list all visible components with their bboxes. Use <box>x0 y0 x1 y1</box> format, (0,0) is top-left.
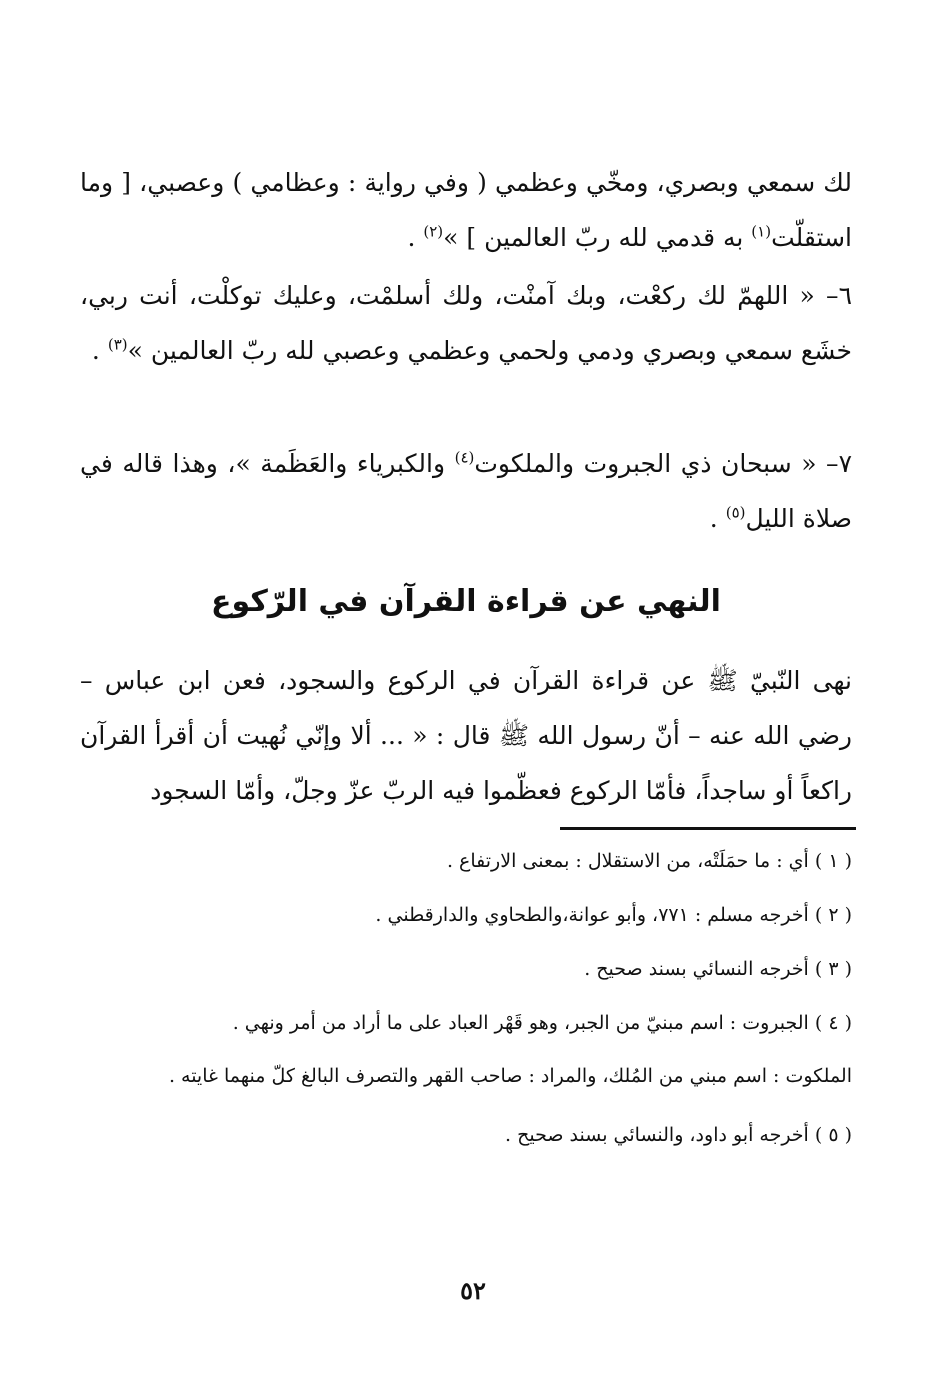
footnotes <box>80 843 852 1171</box>
dua-item-7 <box>80 436 852 546</box>
footnote-ref-2: (٢) <box>423 222 444 241</box>
footnote-3: ( ٣ ) أخرجه النسائي بسند صحيح . <box>584 958 852 980</box>
paragraph-text: . <box>407 223 424 252</box>
paragraph-text: والكبرياء والعَظَمة »، وهذا قاله في صلاة الليل <box>80 449 852 533</box>
section-heading: النهي عن قراءة القرآن في الرّكوع <box>211 584 721 619</box>
footnote-1: ( ١ ) أي : ما حمَلَتْه، من الاستقلال : بمعنى الارتفاع . <box>446 850 852 872</box>
section-paragraph: نهى النّبيّ ﷺ عن قراءة القرآن في الركوع والسجود، فعن ابن عباس – رضي الله عنه – أنّ رسول الله ﷺ قال : « ... ألا وإنّي نُهيت أن أقرأ القرآن راكعاً أو ساجداً، فأمّا الركوع فعظّموا فيه الربّ عزّ وجلّ، وأمّا السجود <box>80 666 852 805</box>
paragraph-text: ٦– « اللهمّ لك ركعْت، وبك آمنْت، ولك أسلمْت، وعليك توكلْت، أنت ربي، خشَع سمعي وبصري ودمي ولحمي وعظمي وعصبي لله ربّ العالمين » <box>80 281 852 365</box>
footnote-divider <box>560 827 856 830</box>
footnote-ref-4: (٤) <box>454 448 475 467</box>
footnote-ref-1: (١) <box>751 222 772 241</box>
footnote-4: ( ٤ ) الجبروت : اسم مبنيّ من الجبر، وهو قَهْر العباد على ما أراد من أمر ونهي . <box>232 1012 852 1034</box>
dua-item-6 <box>80 268 852 378</box>
paragraph-text: به قدمي لله ربّ العالمين ] » <box>443 223 752 252</box>
footnote-ref-5: (٥) <box>725 503 746 522</box>
footnote-5: ( ٥ ) أخرجه أبو داود، والنسائي بسند صحيح . <box>505 1124 852 1146</box>
footnote-ref-3: (٣) <box>107 335 128 354</box>
paragraph-continuation <box>80 155 852 265</box>
paragraph-text: . <box>91 336 108 365</box>
paragraph-text: . <box>709 504 726 533</box>
paragraph-text: لك سمعي وبصري، ومخّي وعظمي ( وفي رواية : وعظامي ) وعصبي، [ وما استقلّت <box>80 168 852 252</box>
paragraph-text: ٧– « سبحان ذي الجبروت والملكوت <box>474 449 852 478</box>
footnote-4-continuation: الملكوت : اسم مبني من المُلك، والمراد : صاحب القهر والتصرف البالغ كلّ منهما غايته . <box>168 1065 852 1087</box>
page-number: ٥٢ <box>460 1276 486 1305</box>
footnote-2: ( ٢ ) أخرجه مسلم : ٧٧١، وأبو عوانة،والطحاوي والدارقطني . <box>375 904 852 926</box>
